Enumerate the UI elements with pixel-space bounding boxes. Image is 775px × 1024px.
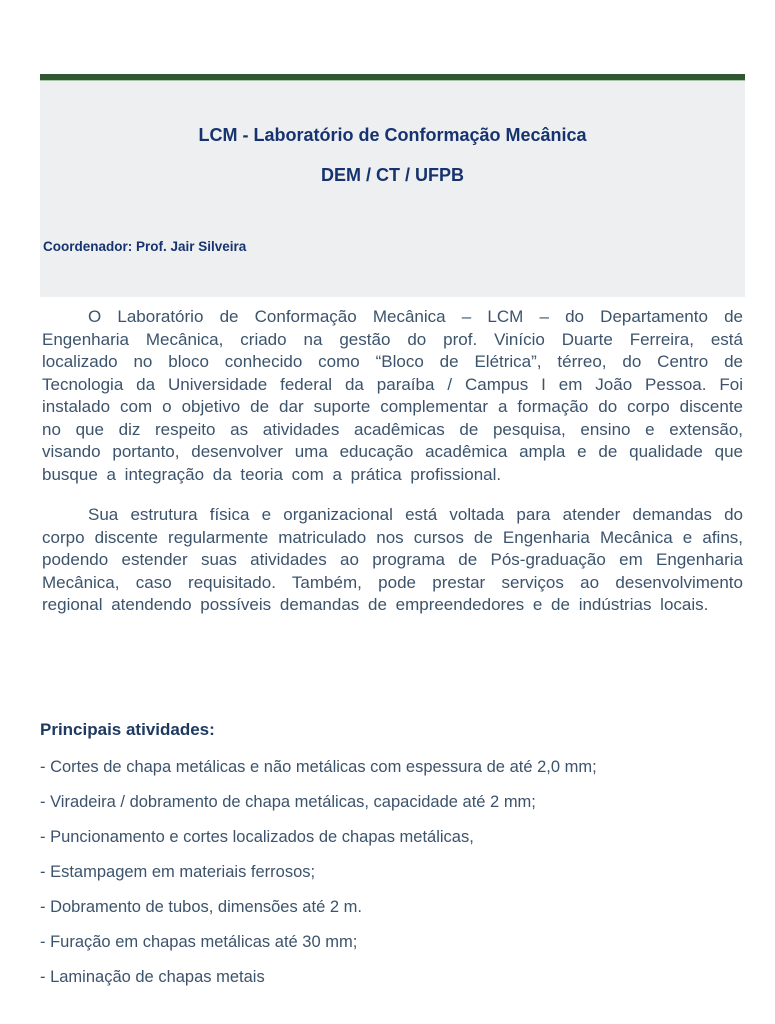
- header-panel: [40, 81, 745, 297]
- activity-item: - Viradeira / dobramento de chapa metálicas, capacidade até 2 mm;: [40, 793, 536, 811]
- activity-item: - Furação em chapas metálicas até 30 mm;: [40, 933, 358, 951]
- coordinator-line: Coordenador: Prof. Jair Silveira: [43, 239, 247, 254]
- page-subtitle: DEM / CT / UFPB: [321, 165, 464, 185]
- top-rule: [40, 74, 745, 81]
- document-body: [42, 306, 743, 635]
- activity-item: - Dobramento de tubos, dimensões até 2 m.: [40, 898, 362, 916]
- structure-paragraph: Sua estrutura física e organizacional está voltada para atender demandas do corpo discente regularmente matriculado nos cursos de Engenharia Mecânica e afins, podendo estender suas atividades ao programa de Pós-graduação em Engenharia Mecânica, caso requisitado. Também, pode prestar serviços ao desenvolvimento regional atendendo possíveis demandas de empreendedores e de indústrias locais.: [42, 505, 743, 614]
- activities-heading: Principais atividades:: [40, 720, 215, 739]
- activity-item: - Puncionamento e cortes localizados de chapas metálicas,: [40, 828, 474, 846]
- activity-item: - Estampagem em materiais ferrosos;: [40, 863, 316, 881]
- activities-list: [40, 756, 745, 1001]
- activity-item: - Cortes de chapa metálicas e não metálicas com espessura de até 2,0 mm;: [40, 758, 597, 776]
- intro-paragraph: O Laboratório de Conformação Mecânica – LCM – do Departamento de Engenharia Mecânica, criado na gestão do prof. Vinício Duarte Ferreira, está localizado no bloco conhecido como “Bloco de Elétrica”, térreo, do Centro de Tecnologia da Universidade federal da paraíba / Campus I em João Pessoa. Foi instalado com o objetivo de dar suporte complementar a formação do corpo discente no que diz respeito as atividades acadêmicas de pesquisa, ensino e extensão, visando portanto, desenvolver uma educação acadêmica ampla e de qualidade que busque a integração da teoria com a prática profissional.: [42, 307, 743, 484]
- page-title: LCM - Laboratório de Conformação Mecânica: [198, 125, 587, 145]
- activity-item: - Laminação de chapas metais: [40, 968, 265, 986]
